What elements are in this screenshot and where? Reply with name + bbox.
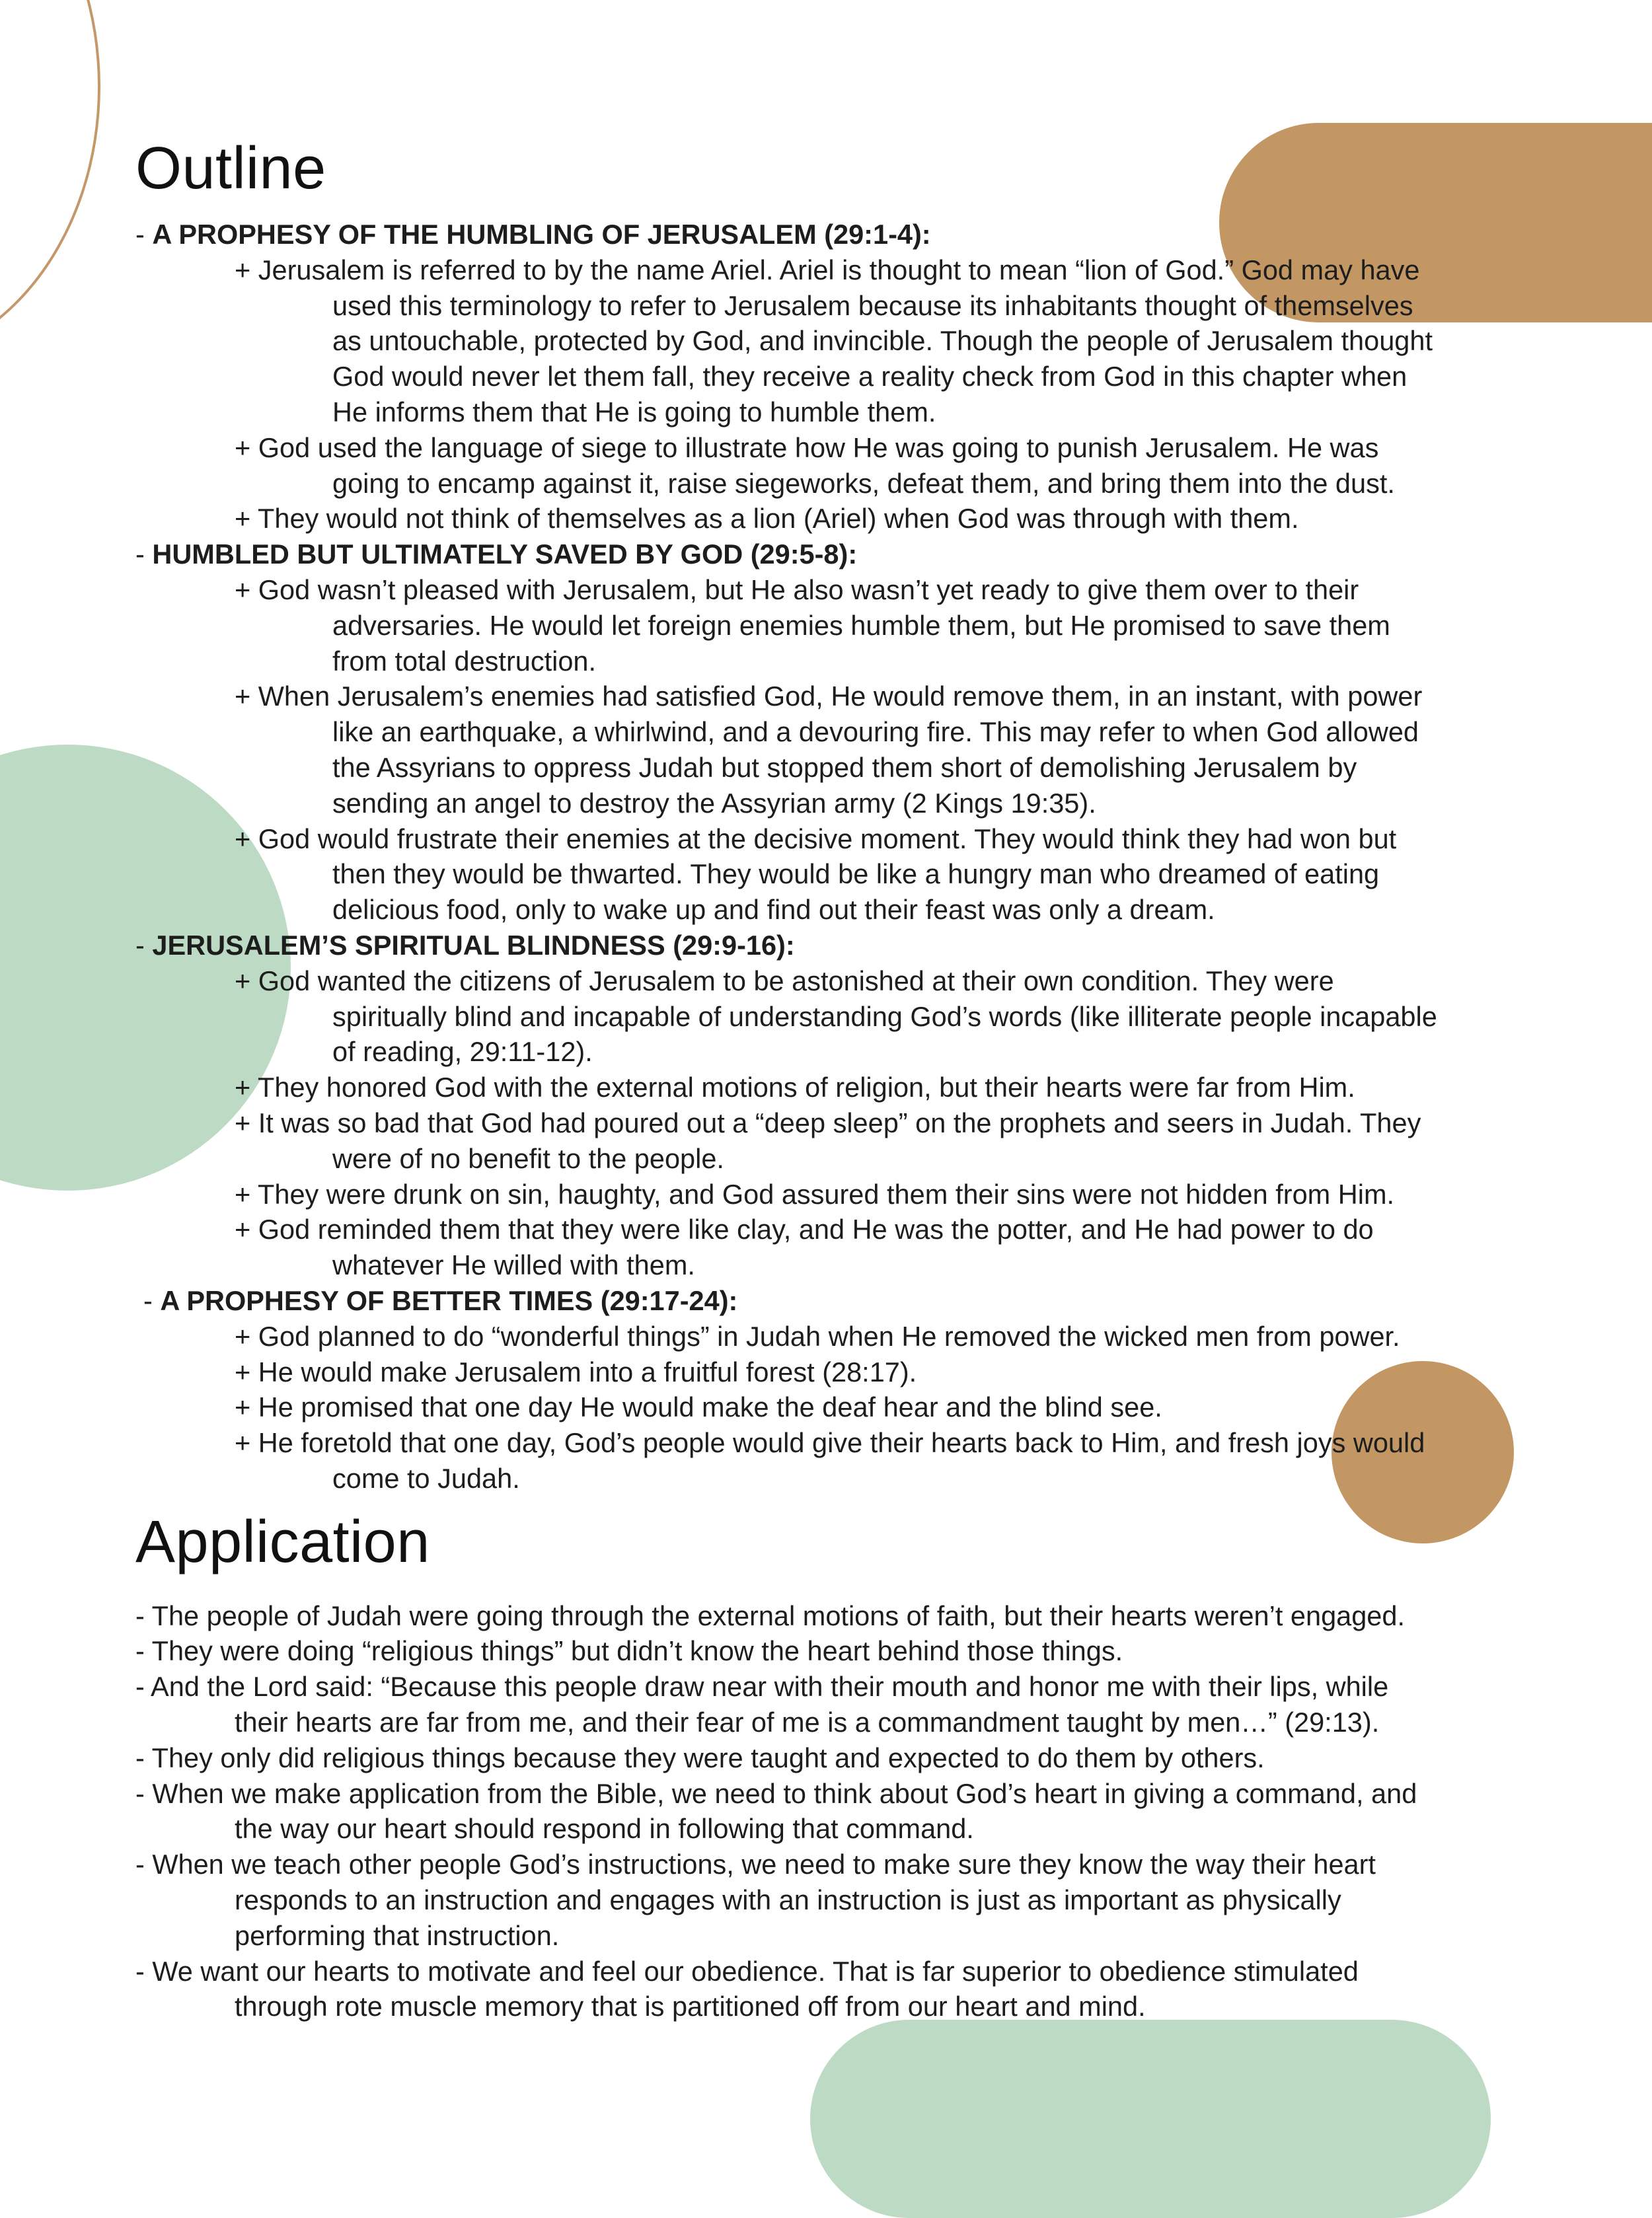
- application-continuation: their hearts are far from me, and their fear of me is a commandment taught by men…” (29:13).: [235, 1707, 1380, 1738]
- bullet-point: + God used the language of siege to illustrate how He was going to punish Jerusalem. He was: [235, 431, 1379, 463]
- bullet-continuation: the Assyrians to oppress Judah but stopped them short of demolishing Jerusalem by: [332, 751, 1357, 783]
- application-item: - They were doing “religious things” but didn’t know the heart behind those things.: [135, 1635, 1123, 1667]
- application-continuation: the way our heart should respond in following that command.: [235, 1813, 974, 1845]
- bullet-continuation: were of no benefit to the people.: [332, 1142, 724, 1174]
- section-dash: -: [135, 538, 153, 570]
- bullet-point: + They would not think of themselves as a lion (Ariel) when God was through with them.: [235, 503, 1299, 535]
- page-content: [135, 132, 1536, 2024]
- bullet-point: + He foretold that one day, God’s people would give their hearts back to Him, and fresh joys would: [235, 1427, 1425, 1459]
- bullet-continuation: as untouchable, protected by God, and invincible. Though the people of Jerusalem thought: [332, 325, 1433, 357]
- bullet-point: + Jerusalem is referred to by the name Ariel. Ariel is thought to mean “lion of God.” God may have: [235, 254, 1420, 285]
- application-continuation: performing that instruction.: [235, 1919, 560, 1951]
- bullet-continuation: then they would be thwarted. They would be like a hungry man who dreamed of eating: [332, 858, 1380, 890]
- section-dash: -: [143, 1284, 161, 1316]
- outline-section-heading: [135, 536, 1536, 572]
- outline-section-heading: [135, 217, 1536, 252]
- bullet-point: + When Jerusalem’s enemies had satisfied God, He would remove them, in an instant, with power: [235, 681, 1423, 712]
- bullet-continuation: delicious food, only to wake up and find out their feast was only a dream.: [332, 894, 1215, 926]
- application-item: - The people of Judah were going through the external motions of faith, but their hearts weren’t engaged.: [135, 1600, 1405, 1631]
- outline-section-heading: [135, 928, 1536, 963]
- bullet-point: + He would make Jerusalem into a fruitful forest (28:17).: [235, 1356, 917, 1387]
- bullet-continuation: adversaries. He would let foreign enemies humble them, but He promised to save them: [332, 609, 1390, 641]
- bullet-continuation: of reading, 29:11-12).: [332, 1036, 593, 1068]
- outline-list: [135, 217, 1536, 1497]
- application-continuation: through rote muscle memory that is partitioned off from our heart and mind.: [235, 1991, 1146, 2022]
- application-item: - And the Lord said: “Because this people draw near with their mouth and honor me with their lips, while: [135, 1671, 1389, 1703]
- bullet-point: + God would frustrate their enemies at the decisive moment. They would think they had won but: [235, 823, 1397, 854]
- bullet-point: + God wanted the citizens of Jerusalem to be astonished at their own condition. They were: [235, 965, 1334, 996]
- bullet-point: + He promised that one day He would make the deaf hear and the blind see.: [235, 1391, 1162, 1423]
- application-item: - When we teach other people God’s instructions, we need to make sure they know the way their heart: [135, 1849, 1376, 1880]
- bullet-point: + They honored God with the external motions of religion, but their hearts were far from Him.: [235, 1072, 1355, 1103]
- decorative-arc: [0, 0, 100, 365]
- outline-section-heading: [135, 1283, 1536, 1319]
- bullet-point: + God reminded them that they were like clay, and He was the potter, and He had power to do: [235, 1214, 1374, 1245]
- bullet-continuation: used this terminology to refer to Jerusalem because its inhabitants thought of themselves: [332, 289, 1413, 321]
- application-item: - We want our hearts to motivate and feel our obedience. That is far superior to obedience stimulated: [135, 1955, 1359, 1987]
- bullet-continuation: come to Judah.: [332, 1462, 520, 1494]
- bullet-continuation: spiritually blind and incapable of understanding God’s words (like illiterate people incapable: [332, 1000, 1437, 1032]
- bullet-continuation: He informs them that He is going to humble them.: [332, 396, 936, 427]
- bullet-point: + God planned to do “wonderful things” in Judah when He removed the wicked men from power.: [235, 1320, 1400, 1352]
- section-dash: -: [135, 219, 153, 250]
- section-title: A PROPHESY OF THE HUMBLING OF JERUSALEM (29:1-4):: [152, 219, 931, 250]
- section-title: A PROPHESY OF BETTER TIMES (29:17-24):: [160, 1284, 738, 1316]
- bullet-continuation: sending an angel to destroy the Assyrian army (2 Kings 19:35).: [332, 787, 1096, 819]
- bullet-continuation: from total destruction.: [332, 645, 597, 677]
- application-list: [135, 1598, 1536, 2025]
- decorative-green-pill: [810, 2020, 1491, 2218]
- section-title: JERUSALEM’S SPIRITUAL BLINDNESS (29:9-16):: [152, 929, 795, 961]
- outline-heading: Outline: [135, 135, 326, 202]
- bullet-continuation: whatever He willed with them.: [332, 1249, 695, 1281]
- section-title: HUMBLED BUT ULTIMATELY SAVED BY GOD (29:5-8):: [152, 538, 858, 570]
- bullet-point: + It was so bad that God had poured out a “deep sleep” on the prophets and seers in Judah. They: [235, 1107, 1421, 1138]
- application-item: - When we make application from the Bible, we need to think about God’s heart in giving a command, and: [135, 1777, 1417, 1809]
- bullet-continuation: God would never let them fall, they receive a reality check from God in this chapter when: [332, 361, 1408, 392]
- bullet-continuation: like an earthquake, a whirlwind, and a devouring fire. This may refer to when God allowed: [332, 716, 1419, 748]
- section-dash: -: [135, 929, 153, 961]
- application-item: - They only did religious things because they were taught and expected to do them by others.: [135, 1742, 1265, 1773]
- bullet-point: + God wasn’t pleased with Jerusalem, but He also wasn’t yet ready to give them over to their: [235, 573, 1359, 605]
- application-continuation: responds to an instruction and engages with an instruction is just as important as physically: [235, 1884, 1341, 1916]
- bullet-continuation: going to encamp against it, raise siegeworks, defeat them, and bring them into the dust.: [332, 467, 1395, 499]
- application-heading: Application: [135, 1508, 430, 1575]
- bullet-point: + They were drunk on sin, haughty, and God assured them their sins were not hidden from Him.: [235, 1178, 1395, 1210]
